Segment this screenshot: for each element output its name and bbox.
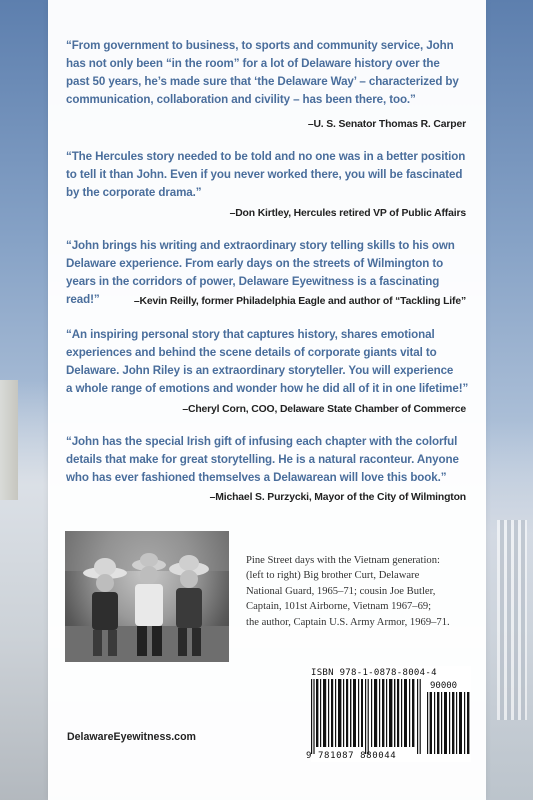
- family-photo: [65, 531, 229, 662]
- quote-reilly: “John brings his writing and extraordinary story telling skills to his own Delaware experience. From early days on the streets of Wilmington to years in the corridors of power, Delaware Eyewitness is a fascinating read!”: [66, 239, 455, 307]
- attribution-purzycki: –Michael S. Purzycki, Mayor of the City of Wilmington: [209, 492, 466, 503]
- price-code: 90000: [430, 681, 458, 691]
- isbn-label: ISBN 978-1-0878-8004-4: [311, 668, 437, 678]
- three-boys-illustration: [65, 531, 229, 662]
- attribution-corn: –Cheryl Corn, COO, Delaware State Chamber of Commerce: [182, 404, 466, 415]
- quote-corn: “An inspiring personal story that captures history, shares emotional experiences and behind the scene details of corporate giants vital to Delaware. John Riley is an extraordinary storyteller. You will experience a whole range of emotions and wonder how he did all of it in one lifetime!”: [66, 328, 469, 396]
- quote-kirtley: “The Hercules story needed to be told and no one was in a better position to tell it than John. Even if you never worked there, you will be fascinated by the corporate drama.”: [66, 150, 466, 200]
- attribution-carper: –U. S. Senator Thomas R. Carper: [307, 119, 466, 130]
- ean-digits: 9 781087 880044: [306, 751, 397, 761]
- photo-caption: Pine Street days with the Vietnam generation: (left to right) Big brother Curt, Delaware National Guard, 1965–71; cousin Joe Butler, Captain, 101st Airborne, Vietnam 1967–69; the author, Captain U.S. Army Armor, 1969–71.: [246, 555, 450, 628]
- attribution-kirtley: –Don Kirtley, Hercules retired VP of Public Affairs: [229, 208, 466, 219]
- price-barcode: [427, 692, 471, 754]
- background-building-right: [485, 420, 533, 800]
- quote-carper: “From government to business, to sports and community service, John has not only been “in the room” for a lot of Delaware history over the past 50 years, he’s made sure that ‘the Delaware Way’ – characterized by communication, collaboration and civility – has been there, too.”: [66, 39, 459, 107]
- quote-purzycki: “John has the special Irish gift of infusing each chapter with the colorful details that make for great storytelling. He is a natural raconteur. Anyone who has ever fashioned themselves a Delawarean will love this book.”: [66, 435, 459, 485]
- background-building-left: [0, 380, 50, 800]
- attribution-reilly: –Kevin Reilly, former Philadelphia Eagle and author of “Tackling Life”: [133, 296, 466, 307]
- website-url: DelawareEyewitness.com: [67, 731, 196, 743]
- ean-barcode: [311, 679, 423, 754]
